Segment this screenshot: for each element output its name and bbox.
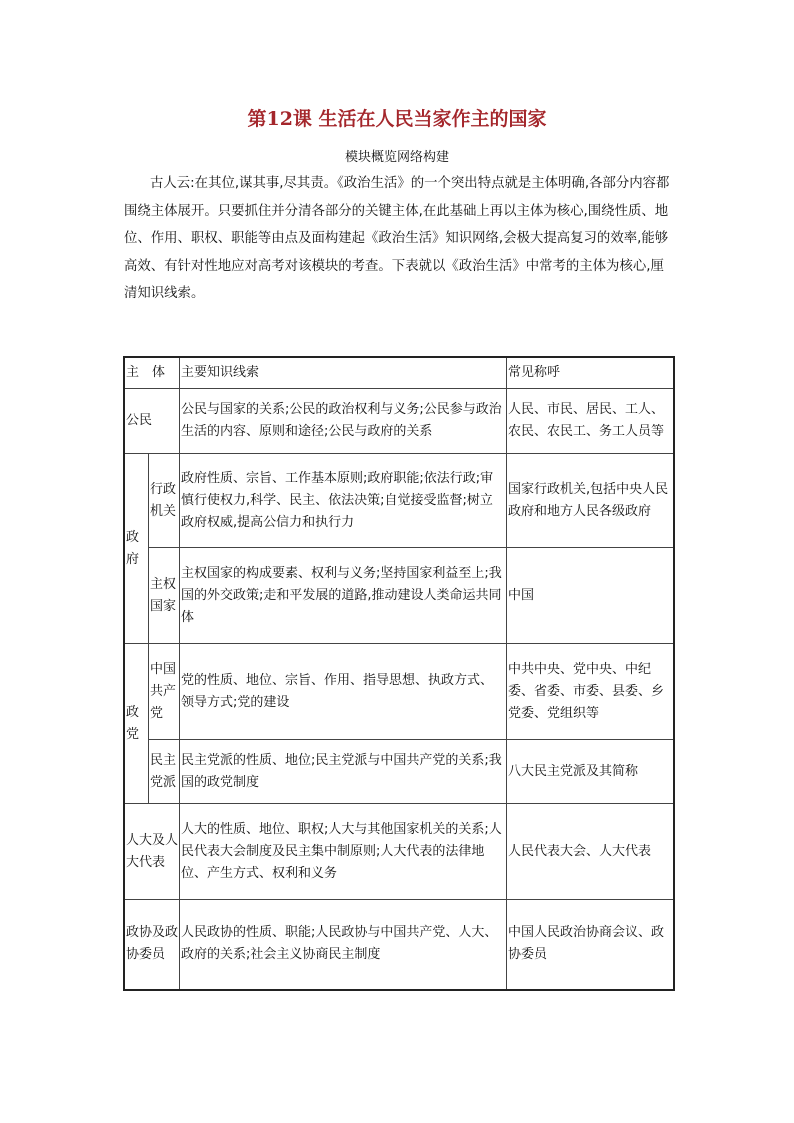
row-subject: 人大及人大代表: [124, 804, 180, 900]
row-clues: 人大的性质、地位、职权;人大与其他国家机关的关系;人民代表大会制度及民主集中制原则;人大代表的法律地位、产生方式、权利和义务: [180, 804, 507, 900]
row-clues: 主权国家的构成要素、权利与义务;坚持国家利益至上;我国的外交政策;走和平发展的道路,推动建设人类命运共同体: [180, 548, 507, 644]
table-row: [124, 389, 674, 454]
header-names: 常见称呼: [507, 357, 675, 389]
intro-paragraph: 古人云:在其位,谋其事,尽其责。《政治生活》的一个突出特点就是主体明确,各部分内容都围绕主体展开。只要抓住并分清各部分的关键主体,在此基础上再以主体为核心,围绕性质、地位、作用、职权、职能等由点及面构建起《政治生活》知识网络,会极大提高复习的效率,能够高效、有针对性地应对高考对该模块的考查。下表就以《政治生活》中常考的主体为核心,厘清知识线索。: [124, 176, 670, 301]
row-names: 中共中央、党中央、中纪委、省委、市委、县委、乡党委、党组织等: [507, 644, 675, 740]
row-clues: 人民政协的性质、职能;人民政协与中国共产党、人大、政府的关系;社会主义协商民主制度: [180, 900, 507, 990]
table-row: [124, 454, 674, 548]
row-clues: 民主党派的性质、地位;民主党派与中国共产党的关系;我国的政党制度: [180, 740, 507, 804]
row-subject: 行政机关: [149, 454, 180, 548]
row-clues: 公民与国家的关系;公民的政治权利与义务;公民参与政治生活的内容、原则和途径;公民与政府的关系: [180, 389, 507, 454]
table-row: [124, 804, 674, 900]
row-names: 中国人民政治协商会议、政协委员: [507, 900, 675, 990]
row-names: 人民、市民、居民、工人、农民、农民工、务工人员等: [507, 389, 675, 454]
section-subtitle: 模块概览网络构建: [344, 150, 449, 165]
row-names: 国家行政机关,包括中央人民政府和地方人民各级政府: [507, 454, 675, 548]
row-subject: 主权国家: [149, 548, 180, 644]
row-clues: 党的性质、地位、宗旨、作用、指导思想、执政方式、领导方式;党的建设: [180, 644, 507, 740]
row-subject: 民主党派: [149, 740, 180, 804]
table-header-row: [124, 357, 674, 389]
table-row: [124, 644, 674, 740]
row-names: 八大民主党派及其简称: [507, 740, 675, 804]
table-row: [124, 548, 674, 644]
row-subject: 中国共产党: [149, 644, 180, 740]
lesson-title: 第12课 生活在人民当家作主的国家: [247, 108, 547, 130]
row-names: 中国: [507, 548, 675, 644]
table-row: [124, 900, 674, 990]
group-label: 政党: [124, 644, 149, 804]
group-label: 政府: [124, 454, 149, 644]
header-clues: 主要知识线索: [180, 357, 507, 389]
row-subject: 公民: [124, 389, 180, 454]
table-row: [124, 740, 674, 804]
header-subject: 主 体: [124, 357, 180, 389]
row-subject: 政协及政协委员: [124, 900, 180, 990]
row-clues: 政府性质、宗旨、工作基本原则;政府职能;依法行政;审慎行使权力,科学、民主、依法决策;自觉接受监督;树立政府权威,提高公信力和执行力: [180, 454, 507, 548]
row-names: 人民代表大会、人大代表: [507, 804, 675, 900]
knowledge-table: [123, 356, 675, 991]
